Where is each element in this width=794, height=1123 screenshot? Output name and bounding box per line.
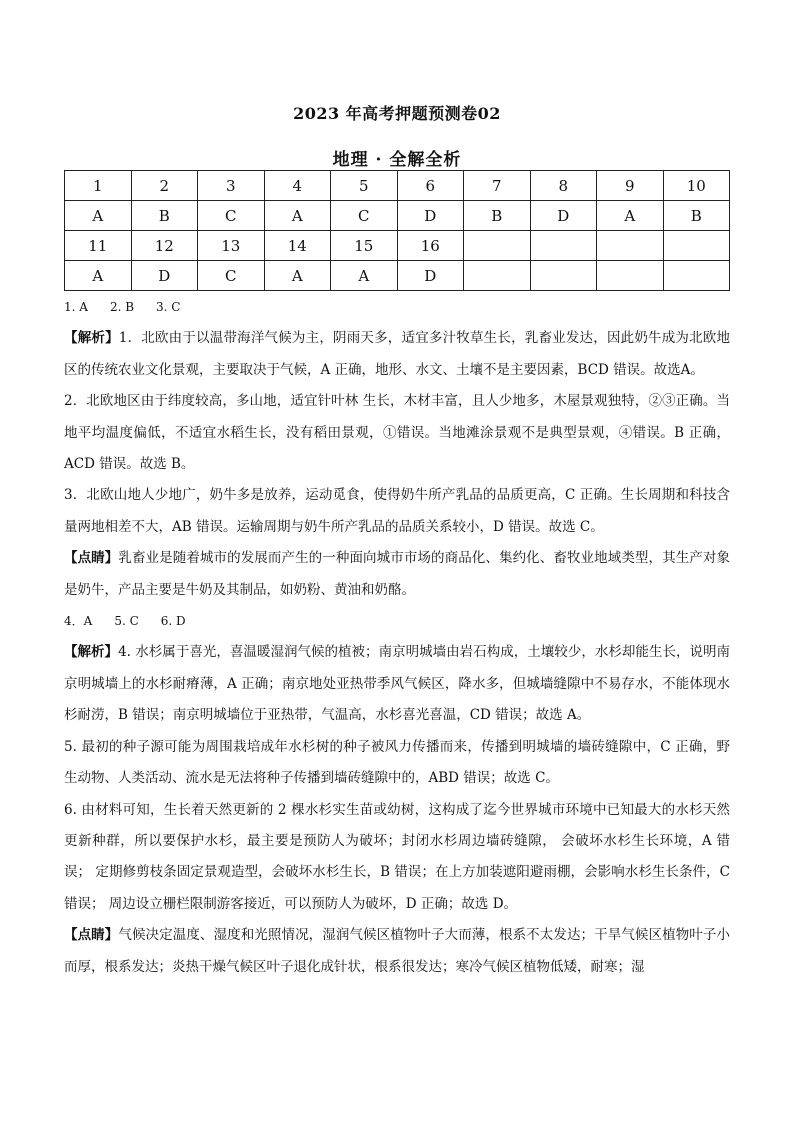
point-tag: 【点睛】 xyxy=(64,550,119,567)
table-cell: 8 xyxy=(530,171,597,201)
table-cell: C xyxy=(198,261,265,291)
table-cell: B xyxy=(131,201,198,231)
page-subtitle: 地理 · 全解全析 xyxy=(332,150,462,170)
answer-line xyxy=(64,292,730,323)
table-cell: 5 xyxy=(331,171,398,201)
table-cell: B xyxy=(663,201,730,231)
answer-item: 5. C xyxy=(114,614,139,629)
analysis-tag: 【解析】 xyxy=(64,644,119,661)
table-cell xyxy=(464,261,531,291)
table-cell xyxy=(597,261,664,291)
table-cell xyxy=(597,231,664,261)
answer-item: 4．A xyxy=(64,614,93,629)
table-cell: B xyxy=(464,201,531,231)
analysis-paragraph: 6. 由材料可知，生长着天然更新的 2 棵水杉实生苗或幼树，这构成了迄今世界城市环境中已知最大的水杉天然更新种群，所以要保护水杉，最主要是预防人为破坏；封闭水杉周边墙砖缝隙， 会破坏水杉生长环境，A 错误； 定期修剪枝条固定景观造型，会破坏水杉生长，B 错误；在上方加装遮阳避雨棚，会影响水杉生长条件，C 错误； 周边设立栅栏限制游客接近，可以预防人为破坏，D 正确；故选 D。 xyxy=(64,801,730,912)
analysis-tag: 【解析】 xyxy=(64,330,119,347)
table-cell xyxy=(530,261,597,291)
table-cell: 14 xyxy=(264,231,331,261)
table-cell: 6 xyxy=(397,171,464,201)
table-cell: D xyxy=(131,261,198,291)
point-text: 气候决定温度、湿度和光照情况，湿润气候区植物叶子大而薄，根系不太发达；干旱气候区植物叶子小而厚，根系发达；炎热干燥气候区叶子退化成针状，根系很发达；寒冷气候区植物低矮，耐寒；湿 xyxy=(64,927,730,975)
answer-line xyxy=(64,606,730,637)
table-cell: A xyxy=(331,261,398,291)
table-cell: 2 xyxy=(131,171,198,201)
table-cell xyxy=(530,231,597,261)
table-cell: A xyxy=(597,201,664,231)
table-row xyxy=(65,171,730,201)
solution-body xyxy=(64,292,730,983)
table-cell: A xyxy=(264,201,331,231)
analysis-paragraph: 3．北欧山地人少地广，奶牛多是放养，运动觅食，使得奶牛所产乳品的品质更高，C 正确。生长周期和科技含量两地相差不大，AB 错误。运输周期与奶牛所产乳品的品质关系较小，D 错误。故选 C。 xyxy=(64,487,730,535)
table-cell xyxy=(464,231,531,261)
answer-item: 1. A xyxy=(64,300,88,314)
table-row xyxy=(65,261,730,291)
table-cell: D xyxy=(530,201,597,231)
answer-item: 6. D xyxy=(160,614,186,629)
table-cell xyxy=(663,261,730,291)
table-cell: 15 xyxy=(331,231,398,261)
table-row xyxy=(65,201,730,231)
point-paragraph xyxy=(64,920,730,983)
point-tag: 【点睛】 xyxy=(64,927,119,944)
point-paragraph xyxy=(64,543,730,606)
answer-item: 2. B xyxy=(109,300,135,314)
table-cell: 4 xyxy=(264,171,331,201)
table-cell: 9 xyxy=(597,171,664,201)
table-cell: A xyxy=(65,201,132,231)
analysis-paragraph xyxy=(64,637,730,731)
table-cell: D xyxy=(397,201,464,231)
table-cell: 16 xyxy=(397,231,464,261)
table-cell: A xyxy=(264,261,331,291)
analysis-paragraph: 2．北欧地区由于纬度较高，多山地，适宜针叶林 生长，木材丰富，且人少地多，木屋景观独特，②③正确。当地平均温度偏低，不适宜水稻生长，没有稻田景观，①错误。当地滩涂景观不是典型景观，④错误。B 正确，ACD 错误。故选 B。 xyxy=(64,393,730,473)
table-cell: 7 xyxy=(464,171,531,201)
table-cell: 12 xyxy=(131,231,198,261)
page-title: 2023 年高考押题预测卷02 xyxy=(293,104,501,123)
analysis-text: 1．北欧由于以温带海洋气候为主，阴雨天多，适宜多汁牧草生长，乳畜业发达，因此奶牛成为北欧地区的传统农业文化景观，主要取决于气候，A 正确，地形、水文、土壤不是主要因素，BCD 错误。故选A。 xyxy=(64,330,731,378)
table-cell: 10 xyxy=(663,171,730,201)
table-cell xyxy=(663,231,730,261)
analysis-text: 4. 水杉属于喜光，喜温暖湿润气候的植被；南京明城墙由岩石构成，土壤较少，水杉却能生长，说明南京明城墙上的水杉耐瘠薄，A 正确；南京地处亚热带季风气候区，降水多，但城墙缝隙中不易存水，不能体现水杉耐涝，B 错误；南京明城墙位于亚热带，气温高，水杉喜光喜温，CD 错误；故选 A。 xyxy=(64,644,731,724)
table-cell: 13 xyxy=(198,231,265,261)
point-text: 乳畜业是随着城市的发展而产生的一种面向城市市场的商品化、集约化、畜牧业地域类型，其生产对象是奶牛，产品主要是牛奶及其制品，如奶粉、黄油和奶酪。 xyxy=(64,550,730,598)
table-cell: C xyxy=(198,201,265,231)
table-cell: D xyxy=(397,261,464,291)
answer-item: 3. C xyxy=(156,300,181,314)
analysis-paragraph xyxy=(64,323,730,386)
table-row xyxy=(65,231,730,261)
table-cell: 3 xyxy=(198,171,265,201)
table-cell: 11 xyxy=(65,231,132,261)
table-cell: C xyxy=(331,201,398,231)
table-cell: 1 xyxy=(65,171,132,201)
table-cell: A xyxy=(65,261,132,291)
analysis-paragraph: 5. 最初的种子源可能为周围栽培成年水杉树的种子被风力传播而来，传播到明城墙的墙砖缝隙中，C 正确，野生动物、人类活动、流水是无法将种子传播到墙砖缝隙中的，ABD 错误；故选 C。 xyxy=(64,738,730,787)
answer-table xyxy=(64,170,730,291)
